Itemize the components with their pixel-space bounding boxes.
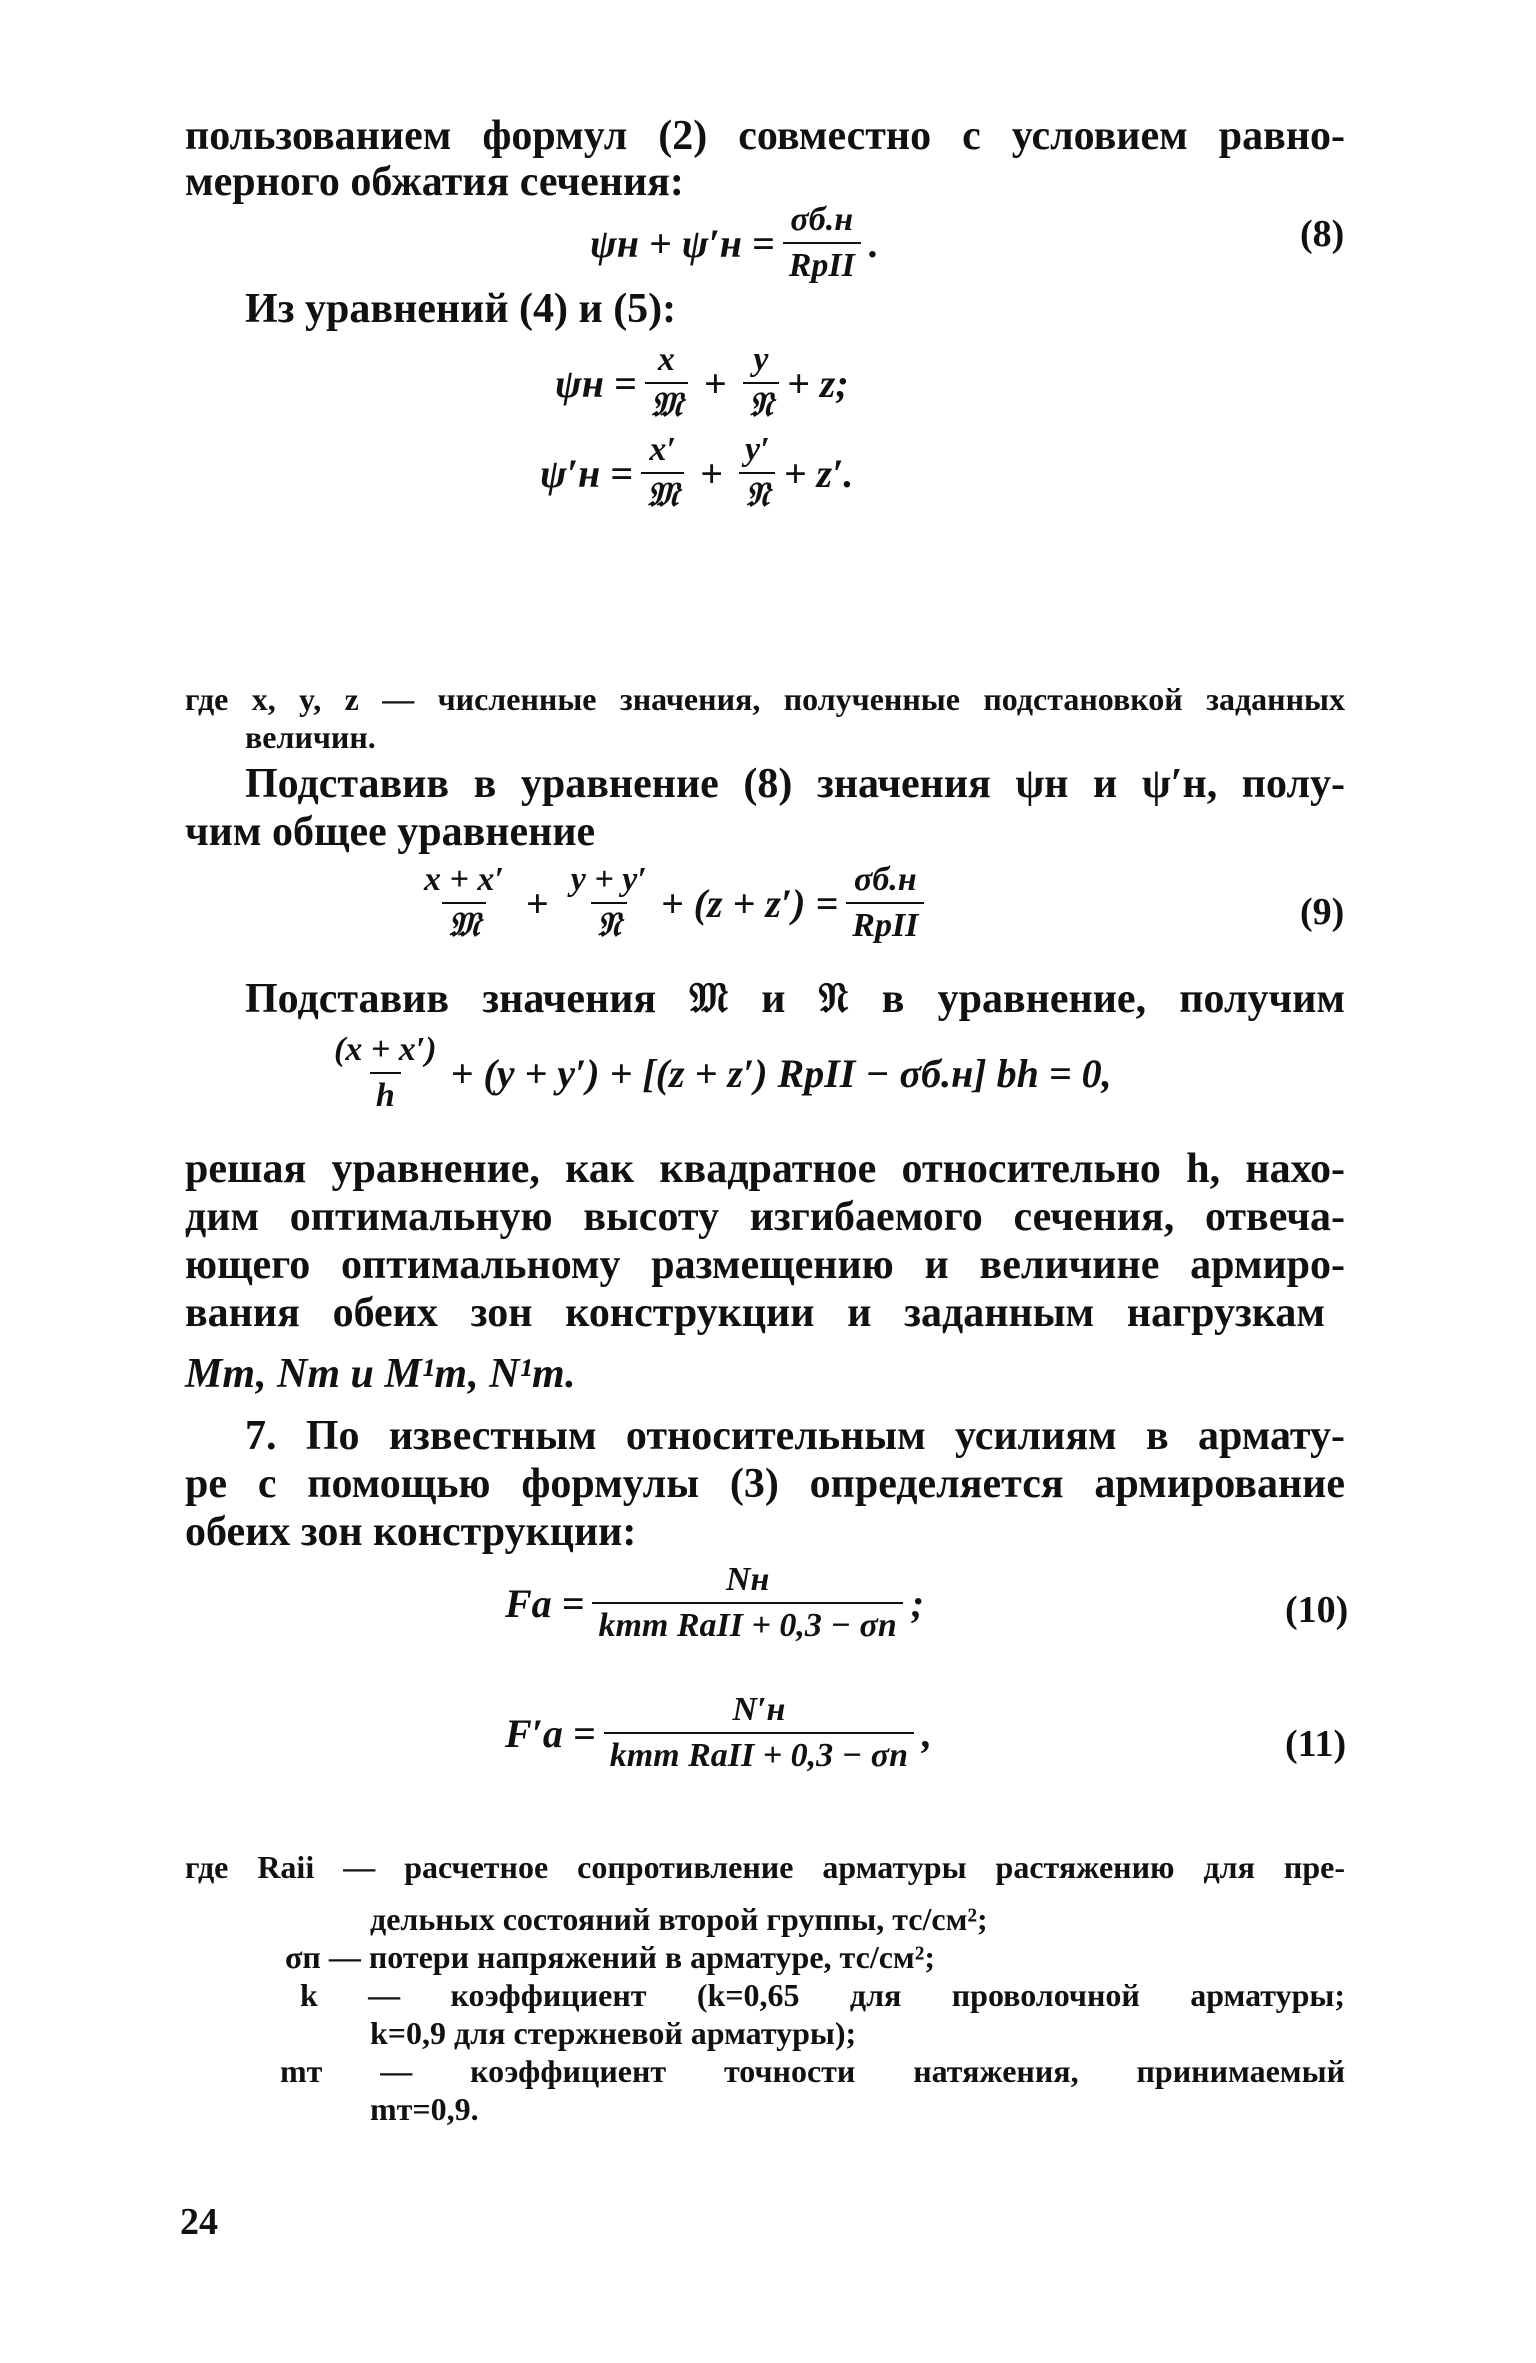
paragraph-line: вания обеих зон конструкции и заданным нагрузкам	[185, 1290, 1325, 1336]
denominator: RpII	[846, 902, 924, 946]
paragraph-line: Подставив в уравнение (8) значения ψн и ψ′н, полу-	[245, 761, 1345, 807]
paragraph-line: ре с помощью формулы (3) определяется армирование	[185, 1461, 1345, 1507]
denominator: 𝔐	[645, 382, 688, 426]
eq8-fraction	[783, 200, 861, 286]
numerator: y + y′	[570, 861, 647, 898]
equation-9	[410, 860, 932, 946]
eq10-lhs: Fa =	[505, 1580, 585, 1626]
equation-number: (11)	[1285, 1723, 1347, 1765]
definition-line: где Raii — расчетное сопротивление арматуры растяжению для пре-	[185, 1849, 1345, 1885]
eq9-fraction-1	[418, 860, 510, 946]
paragraph-line: дим оптимальную высоту изгибаемого сечения, отвеча-	[185, 1194, 1345, 1240]
definition-line: σп — потери напряжений в арматуре, тс/см²;	[285, 1939, 935, 1975]
paragraph-line: 7. По известным относительным усилиям в армату-	[245, 1413, 1345, 1459]
denominator: kmт RaII + 0,3 − σп	[604, 1732, 914, 1776]
denominator: 𝔑	[743, 382, 779, 426]
denominator: 𝔐	[442, 902, 485, 946]
definition-line: k=0,9 для стержневой арматуры);	[370, 2015, 857, 2051]
eq11-tail: ,	[921, 1710, 932, 1756]
equation-psi-prime	[540, 430, 853, 516]
denominator: h	[370, 1072, 401, 1116]
paragraph-line: чим общее уравнение	[185, 809, 596, 855]
note-line: где x, y, z — численные значения, полученные подстановкой заданных	[185, 681, 1345, 717]
plus-sign: +	[704, 360, 727, 406]
equation-number: (9)	[1300, 891, 1345, 933]
eq11-fraction	[604, 1690, 914, 1776]
numerator: x′	[649, 431, 676, 468]
numerator: Nн	[725, 1561, 770, 1598]
equation-8	[590, 200, 879, 286]
paragraph-line: Из уравнений (4) и (5):	[245, 286, 677, 332]
eqh-tail: + (y + y′) + [(z + z′) RpII − σб.н] bh = 0,	[450, 1050, 1112, 1096]
psi-tail: + z;	[786, 360, 849, 406]
denominator: 𝔑	[739, 472, 775, 516]
psi-prime-fraction-1	[641, 430, 684, 516]
denominator: 𝔐	[641, 472, 684, 516]
eq8-tail: .	[868, 220, 879, 266]
psi-prime-tail: + z′.	[783, 450, 854, 496]
numerator: y	[753, 341, 769, 378]
psi-prime-fraction-2	[739, 430, 776, 516]
definition-line: k — коэффициент (k=0,65 для проволочной арматуры;	[300, 1977, 1345, 2013]
psi-lhs: ψн =	[555, 360, 637, 406]
psi-fraction-1	[645, 340, 688, 426]
numerator: y′	[745, 431, 770, 468]
equation-number: (8)	[1300, 213, 1345, 255]
eq8-denominator: RpII	[783, 242, 861, 286]
equation-number: (10)	[1285, 1589, 1349, 1631]
numerator: (x + x′)	[334, 1031, 437, 1068]
paragraph-line: Mт, Nт и M¹т, N¹т.	[185, 1351, 576, 1397]
numerator: σб.н	[854, 861, 917, 898]
equation-h	[320, 1030, 1112, 1116]
numerator: x + x′	[424, 861, 504, 898]
note-line: величин.	[245, 719, 376, 755]
plus-sign: +	[525, 880, 549, 926]
eq9-middle: + (z + z′) =	[660, 880, 839, 926]
denominator: kmт RaII + 0,3 − σп	[592, 1602, 902, 1646]
page-number: 24	[180, 2201, 218, 2243]
eq11-lhs: F′a =	[505, 1710, 596, 1756]
eq9-fraction-2	[565, 860, 653, 946]
denominator: 𝔑	[591, 902, 627, 946]
eq8-numerator: σб.н	[790, 201, 854, 238]
numerator: x	[657, 341, 675, 378]
equation-psi	[555, 340, 849, 426]
paragraph-line: мерного обжатия сечения:	[185, 159, 684, 205]
definition-line: mт=0,9.	[370, 2091, 479, 2127]
eqh-fraction	[328, 1030, 443, 1116]
psi-fraction-2	[743, 340, 779, 426]
eq10-tail: ;	[910, 1580, 925, 1626]
definition-line: mт — коэффициент точности натяжения, принимаемый	[280, 2053, 1345, 2089]
numerator: N′н	[732, 1691, 786, 1728]
eq8-lhs: ψн + ψ′н =	[590, 220, 775, 266]
definition-line: дельных состояний второй группы, тс/см²;	[370, 1901, 988, 1937]
eq10-fraction	[592, 1560, 902, 1646]
eq9-fraction-3	[846, 860, 924, 946]
psi-prime-lhs: ψ′н =	[540, 450, 633, 496]
paragraph-line: обеих зон конструкции:	[185, 1509, 637, 1555]
equation-10	[505, 1560, 924, 1646]
paragraph-line: Подставив значения 𝔐 и 𝔑 в уравнение, получим	[245, 976, 1345, 1022]
plus-sign: +	[700, 450, 724, 496]
paragraph-line: решая уравнение, как квадратное относительно h, нахо-	[185, 1146, 1345, 1192]
paragraph-line: пользованием формул (2) совместно с условием равно-	[185, 113, 1345, 159]
paragraph-line: ющего оптимальному размещению и величине армиро-	[185, 1242, 1345, 1288]
equation-11	[505, 1690, 932, 1776]
